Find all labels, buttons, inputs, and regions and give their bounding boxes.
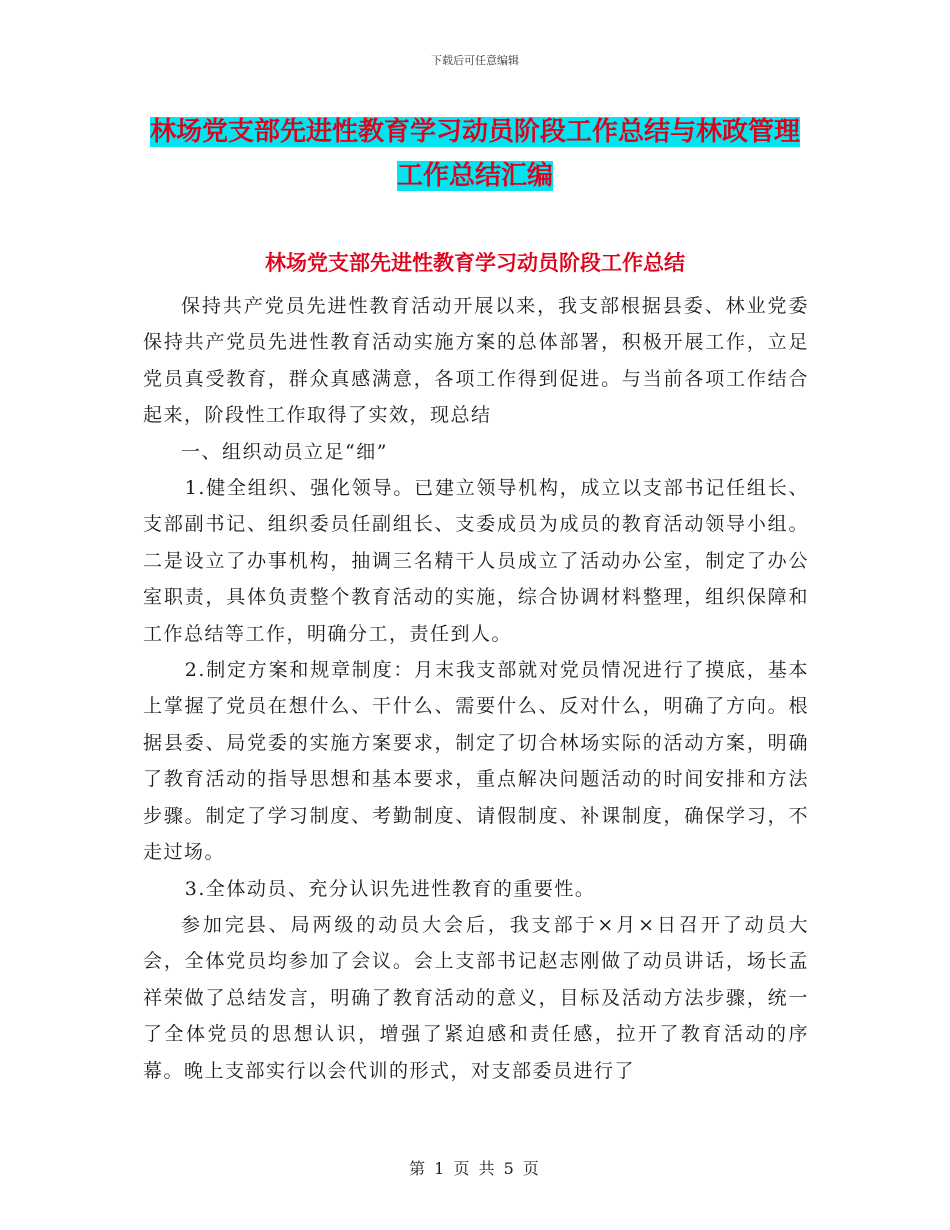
body-paragraph-item-1: 1.健全组织、强化领导。已建立领导机构，成立以支部书记任组长、支部副书记、组织委员任副组长、支委成员为成员的教育活动领导小组。二是设立了办事机构，抽调三名精干人员成立了活动办公室，制定了办公室职责，具体负责整个教育活动的实施，综合协调材料整理，组织保障和工作总结等工作，明确分工，责任到人。	[143, 477, 809, 645]
section-heading-1: 一、组织动员立足“细”	[181, 440, 388, 463]
document-title	[140, 110, 810, 198]
body-paragraph-item-3: 3.全体动员、充分认识先进性教育的重要性。	[184, 877, 596, 900]
body-paragraph-intro: 保持共产党员先进性教育活动开展以来，我支部根据县委、林业党委保持共产党员先进性教育活动实施方案的总体部署，积极开展工作，立足党员真受教育，群众真感满意，各项工作得到促进。与当前各项工作结合起来，阶段性工作取得了实效，现总结	[143, 295, 809, 427]
page-footer: 第 1 页 共 5 页	[409, 1159, 541, 1178]
section-title: 林场党支部先进性教育学习动员阶段工作总结	[265, 251, 685, 275]
body-paragraph-mobilization: 参加完县、局两级的动员大会后，我支部于×月×日召开了动员大会，全体党员均参加了会议。会上支部书记赵志刚做了动员讲话，场长孟祥荣做了总结发言，明确了教育活动的意义，目标及活动方法步骤，统一了全体党员的思想认识，增强了紧迫感和责任感，拉开了教育活动的序幕。晚上支部实行以会代训的形式，对支部委员进行了	[143, 913, 809, 1082]
body-paragraph-item-2: 2.制定方案和规章制度：月末我支部就对党员情况进行了摸底，基本上掌握了党员在想什么、干什么、需要什么、反对什么，明确了方向。根据县委、局党委的实施方案要求，制定了切合林场实际的活动方案，明确了教育活动的指导思想和基本要求，重点解决问题活动的时间安排和方法步骤。制定了学习制度、考勤制度、请假制度、补课制度，确保学习，不走过场。	[143, 659, 809, 864]
document-title-text: 林场党支部先进性教育学习动员阶段工作总结与林政管理工作总结汇编	[149, 117, 800, 191]
header-note: 下载后可任意编辑	[431, 54, 519, 67]
document-body	[143, 288, 809, 1089]
